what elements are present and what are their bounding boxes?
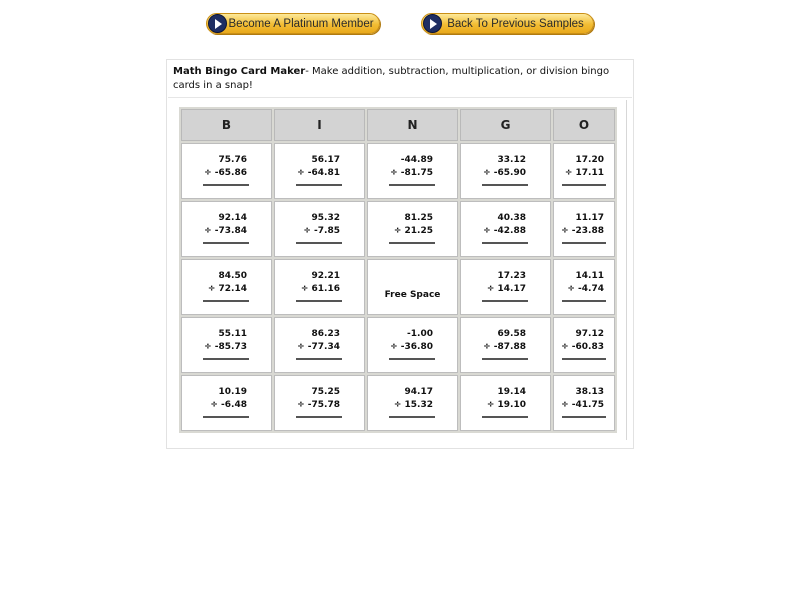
become-platinum-member-button[interactable] [206,13,380,34]
divisor: ÷ 21.25 [393,226,433,236]
bingo-cell [181,317,272,373]
division-problem [390,328,433,354]
bingo-cell [274,375,365,431]
divisor: ÷ 17.11 [564,168,604,178]
answer-line [389,242,435,244]
dividend: -1.00 [407,329,433,339]
answer-line [296,358,342,360]
division-problem [483,328,526,354]
divisor: ÷ -81.75 [390,168,433,178]
divisor: ÷ -36.80 [390,342,433,352]
dividend: 38.13 [575,387,604,397]
divisor: ÷ 15.32 [393,400,433,410]
division-problem [561,328,604,354]
divisor: ÷ 72.14 [207,284,247,294]
divisor: ÷ -65.90 [483,168,526,178]
bingo-cell [367,317,458,373]
divisor: ÷ -60.83 [561,342,604,352]
dividend: 69.58 [497,329,526,339]
division-problem [208,270,247,296]
divisor: ÷ -87.88 [483,342,526,352]
division-problem [483,212,526,238]
division-problem [483,154,526,180]
dividend: 17.23 [497,271,526,281]
division-problem [204,154,247,180]
dividend: 92.21 [311,271,340,281]
dividend: 95.32 [311,213,340,223]
divisor: ÷ 61.16 [300,284,340,294]
answer-line [296,416,342,418]
dividend: 75.25 [311,387,340,397]
dividend: 11.17 [575,213,604,223]
dividend: 56.17 [311,155,340,165]
bingo-cell [274,259,365,315]
dividend: 97.12 [575,329,604,339]
play-arrow-icon [423,14,442,33]
answer-line [296,242,342,244]
answer-line [389,416,435,418]
bingo-row [181,201,615,257]
answer-line [562,300,606,302]
divisor: ÷ -42.88 [483,226,526,236]
division-problem [204,328,247,354]
answer-line [203,242,249,244]
bingo-cell [460,201,551,257]
dividend: 33.12 [497,155,526,165]
bingo-cell [460,259,551,315]
dividend: 19.14 [497,387,526,397]
bingo-cell [181,201,272,257]
division-problem [297,386,340,412]
divisor: ÷ -23.88 [561,226,604,236]
dividend: 94.17 [404,387,433,397]
bingo-cell [181,375,272,431]
bingo-cell [274,143,365,199]
column-header-i: I [274,109,365,141]
bingo-cell [367,201,458,257]
answer-line [482,416,528,418]
dividend: 14.11 [575,271,604,281]
answer-line [389,184,435,186]
become-platinum-member-label: Become A Platinum Member [228,17,374,30]
division-problem [394,386,433,412]
dividend: 81.25 [404,213,433,223]
answer-line [203,416,249,418]
dividend: 10.19 [218,387,247,397]
bingo-card-table [179,107,617,433]
division-problem [487,270,526,296]
back-to-previous-samples-button[interactable] [421,13,594,34]
dividend: 92.14 [218,213,247,223]
divisor: ÷ 19.10 [486,400,526,410]
dividend: 86.23 [311,329,340,339]
divisor: ÷ -41.75 [561,400,604,410]
dividend: 17.20 [575,155,604,165]
free-space-label: Free Space [384,290,441,300]
bingo-cell [553,201,615,257]
scrollbar[interactable] [626,100,627,440]
bingo-cell [181,143,272,199]
divisor: ÷ -85.73 [204,342,247,352]
division-problem [204,212,247,238]
back-to-previous-samples-label: Back To Previous Samples [447,17,584,30]
column-header-b: B [181,109,272,141]
dividend: 84.50 [218,271,247,281]
description-title: Math Bingo Card Maker [173,66,306,77]
answer-line [562,242,606,244]
bingo-cell [553,317,615,373]
bingo-cell [274,317,365,373]
answer-line [203,300,249,302]
bingo-cell [367,143,458,199]
answer-line [562,184,606,186]
bingo-cell [274,201,365,257]
column-header-g: G [460,109,551,141]
answer-line [203,358,249,360]
answer-line [296,184,342,186]
dividend: 75.76 [218,155,247,165]
answer-line [482,358,528,360]
division-problem [303,212,340,238]
column-header-o: O [553,109,615,141]
division-problem [565,154,604,180]
division-problem [487,386,526,412]
divisor: ÷ -64.81 [297,168,340,178]
division-problem [567,270,604,296]
division-problem [297,154,340,180]
bingo-row [181,375,615,431]
bingo-cell [367,375,458,431]
bingo-cell [460,143,551,199]
division-problem [297,328,340,354]
bingo-cell [553,143,615,199]
bingo-cell [460,317,551,373]
dividend: 55.11 [218,329,247,339]
bingo-card-panel [166,59,634,449]
divisor: ÷ -65.86 [204,168,247,178]
bingo-cell [460,375,551,431]
column-header-n: N [367,109,458,141]
divisor: ÷ 14.17 [486,284,526,294]
answer-line [562,416,606,418]
division-problem [301,270,340,296]
answer-line [389,358,435,360]
divisor: ÷ -73.84 [204,226,247,236]
bingo-cell [553,375,615,431]
answer-line [482,300,528,302]
division-problem [561,386,604,412]
description-text: - Make addition, subtraction, multiplication, or division bingo cards in a snap! [173,66,610,91]
division-problem [210,386,247,412]
bingo-cell [181,259,272,315]
divisor: ÷ -75.78 [297,400,340,410]
bingo-row [181,259,615,315]
answer-line [482,242,528,244]
divisor: ÷ -6.48 [210,400,247,410]
bingo-header-row [181,109,615,141]
divisor: ÷ -77.34 [297,342,340,352]
bingo-row [181,143,615,199]
answer-line [562,358,606,360]
free-space-cell [367,259,458,315]
answer-line [482,184,528,186]
divisor: ÷ -4.74 [567,284,604,294]
division-problem [561,212,604,238]
description [173,65,629,93]
divisor: ÷ -7.85 [303,226,340,236]
play-arrow-icon [208,14,227,33]
bingo-cell [553,259,615,315]
answer-line [296,300,342,302]
bingo-row [181,317,615,373]
division-problem [390,154,433,180]
dividend: 40.38 [497,213,526,223]
dividend: -44.89 [400,155,433,165]
division-problem [394,212,433,238]
answer-line [203,184,249,186]
